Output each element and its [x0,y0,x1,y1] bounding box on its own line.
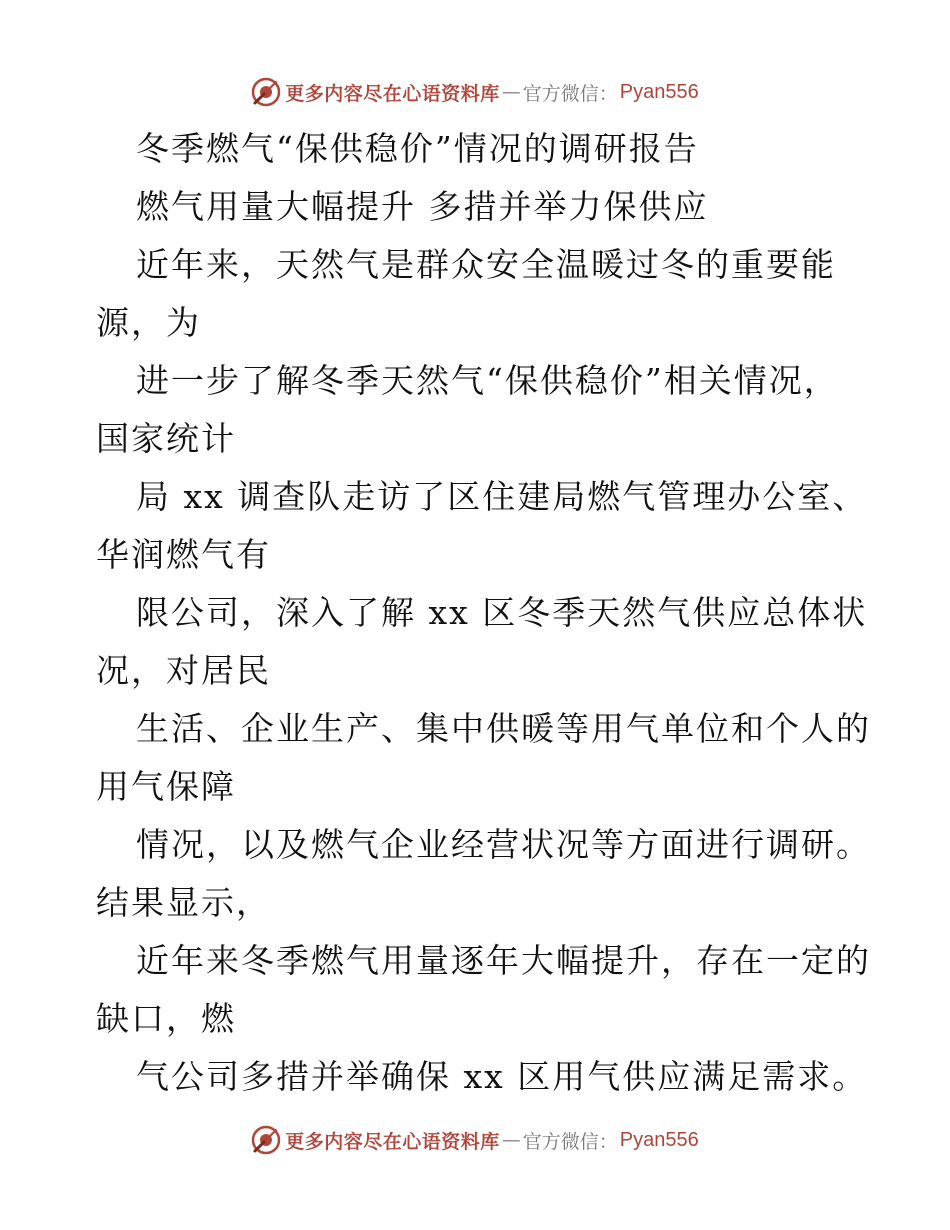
watermark-wechat-id: Pyan556 [619,80,699,103]
brush-pen-logo-icon [251,1125,281,1155]
paragraph-line: 缺口，燃 [96,999,236,1038]
paragraph-line: 气公司多措并举确保 xx 区用气供应满足需求。 [136,1057,868,1096]
brush-pen-logo-icon [251,77,281,107]
paragraph-line: 结果显示， [96,883,271,922]
paragraph-line: 进一步了解冬季天然气“保供稳价”相关情况， [136,361,839,400]
paragraph-line: 生活、企业生产、集中供暖等用气单位和个人的 [136,709,871,748]
watermark-site-text: 更多内容尽在心语资料库 [285,82,500,105]
paragraph-line: 局 xx 调查队走访了区住建局燃气管理办公室、 [136,477,868,516]
header-watermark [0,72,950,112]
watermark-official-text: 官方微信： [522,82,618,105]
watermark-dash: — [501,1129,521,1151]
paragraph-line: 用气保障 [96,767,236,806]
watermark-site-text: 更多内容尽在心语资料库 [285,1130,500,1153]
watermark-official-text: 官方微信： [522,1130,618,1153]
document-title: 冬季燃气“保供稳价”情况的调研报告 [136,129,699,168]
paragraph-line: 近年来冬季燃气用量逐年大幅提升，存在一定的 [136,941,871,980]
document-body [96,120,871,1106]
paragraph-line: 源，为 [96,303,201,342]
paragraph-line: 况，对居民 [96,651,271,690]
document-subtitle: 燃气用量大幅提升 多措并举力保供应 [136,187,709,226]
paragraph-line: 华润燃气有 [96,535,271,574]
paragraph-line: 限公司，深入了解 xx 区冬季天然气供应总体状 [136,593,868,632]
paragraph-line: 近年来，天然气是群众安全温暖过冬的重要能 [136,245,836,284]
footer-watermark [0,1120,950,1160]
paragraph-line: 情况，以及燃气企业经营状况等方面进行调研。 [136,825,871,864]
watermark-dash: — [501,81,521,103]
paragraph-line: 国家统计 [96,419,236,458]
watermark-wechat-id: Pyan556 [619,1128,699,1151]
